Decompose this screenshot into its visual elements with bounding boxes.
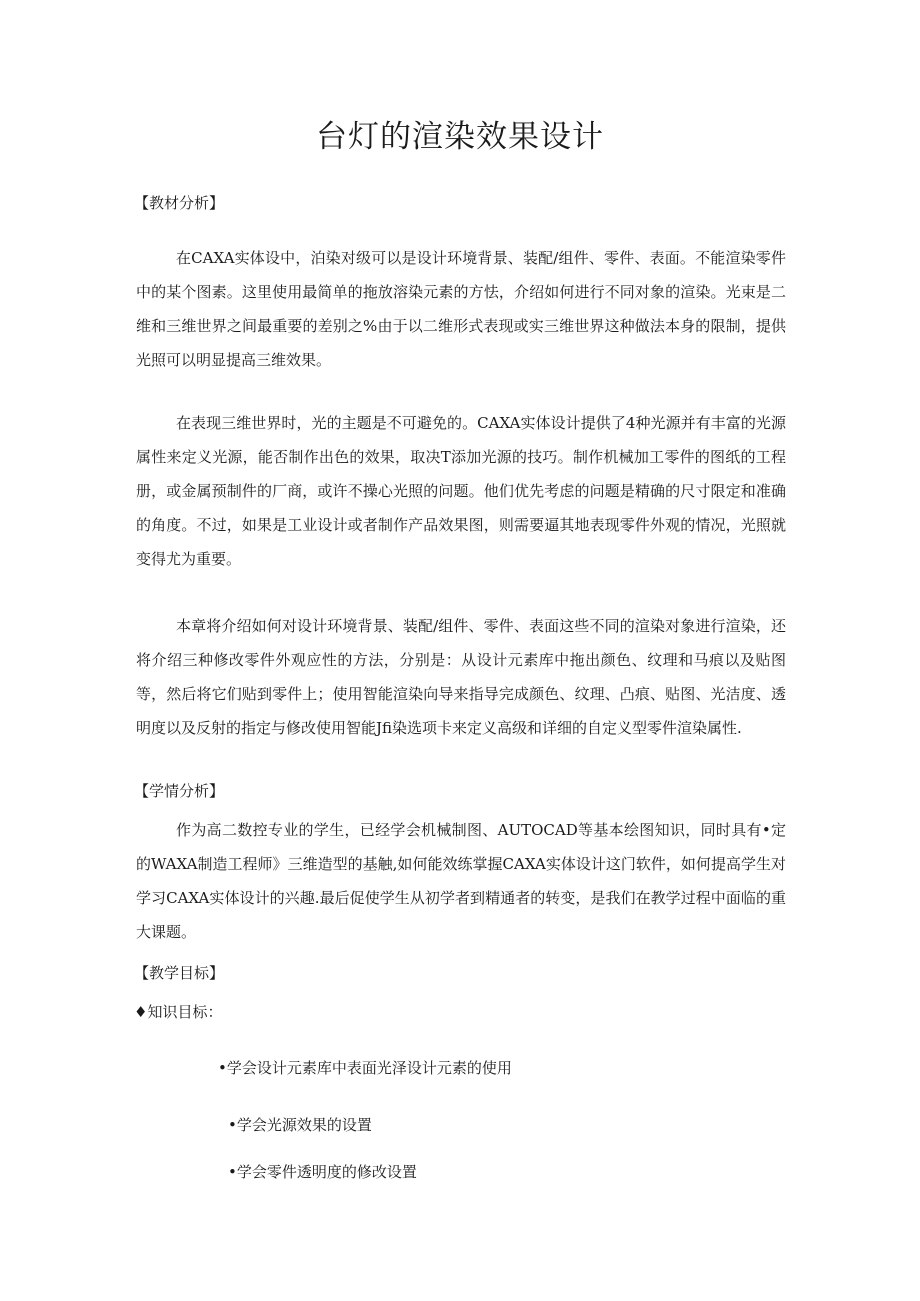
heading-student-analysis: 【学情分析】 (134, 782, 225, 800)
goal-item: •学会光源效果的设置 (228, 1116, 372, 1134)
paragraph-material-1: 在CAXA实体设中，泊染对级可以是设计环境背景、装配/组件、零件、表面。不能渲染零件中的某个图素。这里使用最简单的拖放溶染元素的方怯，介绍如何进行不同对象的渲染。光束是二维和三维世界之间最重要的差别之%由于以二维形式表现或实三维世界这种做法本身的限制，提供光照可以明显提高三维效果。 (136, 249, 786, 369)
paragraph-material-3: 本章将介绍如何对设计环境背景、装配/组件、零件、表面这些不同的渲染对象进行渲染，还将介绍三种修改零件外观应性的方法，分别是：从设计元素库中拖出颜色、纹理和马痕以及贴图等，然后将它们贴到零件上；使用智能渲染向导来指导完成颜色、纹理、凸痕、贴图、光洁度、透明度以及反射的指定与修改使用智能Jfi染选项卡来定义高级和详细的自定义型零件渲染属性. (136, 617, 786, 737)
heading-teaching-goals: 【教学目标】 (134, 964, 225, 982)
paragraph-student-1: 作为高二数控专业的学生，已经学会机械制图、AUTOCAD等基本绘图知识，同时具有•定的WAXA制造工程师》三维造型的基触,如何能效练掌握CAXA实体设计这门软件，如何提高学生对学习CAXA实体设计的兴趣.最后促使学生从初学者到精通者的转变，是我们在教学过程中面临的重大课题。 (136, 821, 786, 941)
goal-item: •学会设计元素库中表面光泽设计元素的使用 (218, 1059, 512, 1077)
goal-item: •学会零件透明度的修改设置 (228, 1163, 417, 1181)
heading-material-analysis: 【教材分析】 (134, 194, 225, 212)
knowledge-goals-label: ♦知识目标： (134, 1003, 223, 1021)
document-title: 台灯的渲染效果设计 (316, 119, 604, 155)
paragraph-material-2: 在表现三维世界时，光的主题是不可避免的。CAXA实体设计提供了4种光源并有丰富的光源属性来定义光源，能否制作出色的效果，取决T添加光源的技巧。制作机械加工零件的图纸的工程册，或金属预制件的厂商，或许不操心光照的问题。他们优先考虑的问题是精确的尺寸限定和准确的角度。不过，如果是工业设计或者制作产品效果图，则需要逼其地表现零件外观的情况，光照就变得尤为重要。 (136, 414, 786, 568)
